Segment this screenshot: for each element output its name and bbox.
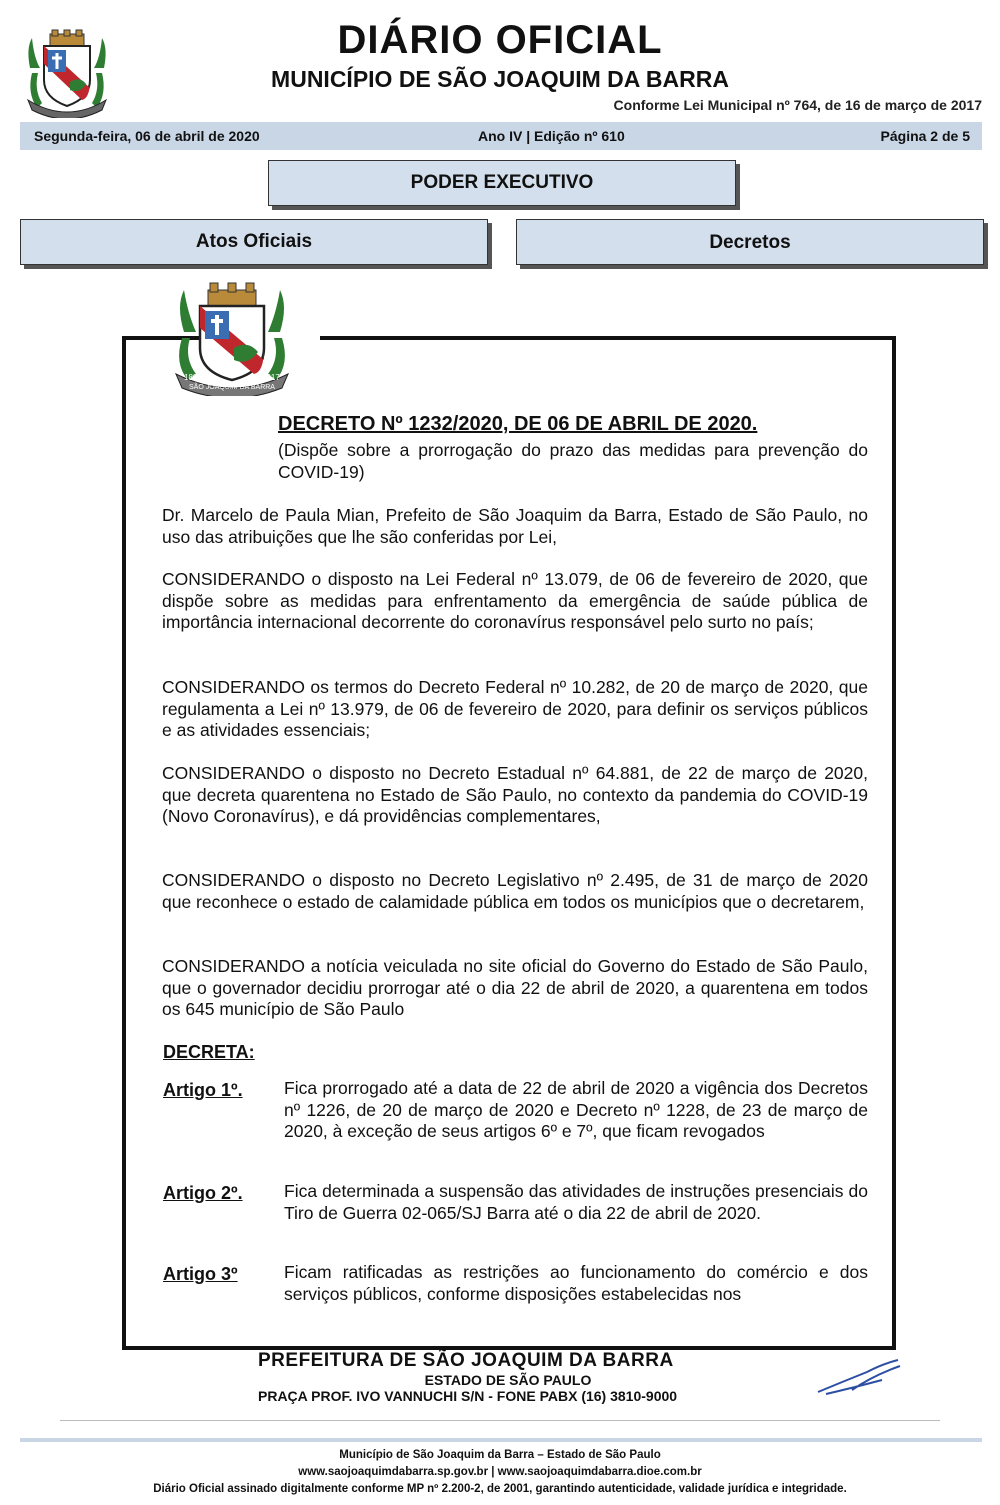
page-indicator: Página 2 de 5 [880, 128, 970, 144]
crest-year-right: 1917 [262, 373, 280, 382]
newspaper-title: DIÁRIO OFICIAL [337, 18, 663, 62]
bottom-digital-signature: Diário Oficial assinado digitalmente conforme MP nº 2.200-2, de 2001, garantindo autenticidade, validade jurídica e integridade. [153, 1483, 847, 1495]
decreta-label: DECRETA: [163, 1042, 255, 1062]
stamp-estado: ESTADO DE SÃO PAULO [424, 1372, 592, 1388]
bottom-websites: www.saojoaquimdabarra.sp.gov.br | www.saojoaquimdabarra.dioe.com.br [298, 1466, 702, 1478]
municipality-subtitle: MUNICÍPIO DE SÃO JOAQUIM DA BARRA [271, 66, 729, 92]
considerando-2: CONSIDERANDO os termos do Decreto Federal nº 10.282, de 20 de março de 2020, que regulamenta a Lei nº 13.979, de 06 de fevereiro de 2020, para definir os serviços públicos e as atividades essenciais; [162, 677, 868, 740]
bottom-color-bar [20, 1438, 982, 1442]
crest-year-left: 1898 [184, 373, 202, 382]
edition-number: Ano IV | Edição nº 610 [478, 128, 625, 144]
edition-date: Segunda-feira, 06 de abril de 2020 [34, 128, 260, 144]
article-2-label: Artigo 2º. [163, 1183, 243, 1203]
footer-divider [60, 1420, 940, 1421]
article-1-text: Fica prorrogado até a data de 22 de abril de 2020 a vigência dos Decretos nº 1226, de 20 de março de 2020 e Decreto nº 1228, de 23 de março de 2020, à exceção de seus artigos 6º e 7º, que ficam revogados [284, 1078, 868, 1141]
stamp-address: PRAÇA PROF. IVO VANNUCHI S/N - FONE PABX (16) 3810-9000 [258, 1388, 678, 1404]
bottom-municipality: Município de São Joaquim da Barra – Estado de São Paulo [339, 1449, 661, 1461]
municipal-crest-decree [170, 280, 294, 396]
signature-mark [812, 1354, 907, 1399]
section-decretos: Decretos [516, 219, 984, 265]
considerando-1: CONSIDERANDO o disposto na Lei Federal nº 13.079, de 06 de fevereiro de 2020, que dispõe sobre as medidas para enfrentamento da emergência de saúde pública de importância internacional decorrente do coronavírus responsável pelo surto no país; [162, 569, 868, 632]
decree-summary: (Dispõe sobre a prorrogação do prazo das medidas para prevenção do COVID-19) [278, 440, 868, 482]
section-poder-executivo: PODER EXECUTIVO [268, 160, 736, 206]
section-atos-oficiais: Atos Oficiais [20, 219, 488, 265]
stamp-prefeitura: PREFEITURA DE SÃO JOAQUIM DA BARRA [258, 1350, 674, 1371]
article-1-label: Artigo 1º. [163, 1080, 243, 1100]
crest-banner-text: SÃO JOAQUIM DA BARRA [189, 384, 275, 391]
law-reference: Conforme Lei Municipal nº 764, de 16 de março de 2017 [613, 97, 982, 113]
article-3-label: Artigo 3º [163, 1264, 238, 1284]
decree-intro: Dr. Marcelo de Paula Mian, Prefeito de São Joaquim da Barra, Estado de São Paulo, no uso das atribuições que lhe são conferidas por Lei, [162, 505, 868, 547]
edition-info-bar [20, 122, 982, 150]
considerando-5: CONSIDERANDO a notícia veiculada no site oficial do Governo do Estado de São Paulo, que o governador decidiu prorrogar até o dia 22 de abril de 2020, a quarentena em todos os 645 município de São Paulo [162, 956, 868, 1019]
considerando-3: CONSIDERANDO o disposto no Decreto Estadual nº 64.881, de 22 de março de 2020, que decreta quarentena no Estado de São Paulo, no contexto da pandemia do COVID-19 (Novo Coronavírus), e dá providências complementares, [162, 763, 868, 826]
considerando-4: CONSIDERANDO o disposto no Decreto Legislativo nº 2.495, de 31 de março de 2020 que reconhece o estado de calamidade pública em todos os municípios que o decretarem, [162, 870, 868, 912]
decree-title: DECRETO Nº 1232/2020, DE 06 DE ABRIL DE 2020. [278, 413, 758, 435]
article-3-text: Ficam ratificadas as restrições ao funcionamento do comércio e dos serviços públicos, conforme disposições estabelecidas nos [284, 1262, 868, 1304]
article-2-text: Fica determinada a suspensão das atividades de instruções presenciais do Tiro de Guerra 02-065/SJ Barra até o dia 22 de abril de 2020. [284, 1181, 868, 1223]
